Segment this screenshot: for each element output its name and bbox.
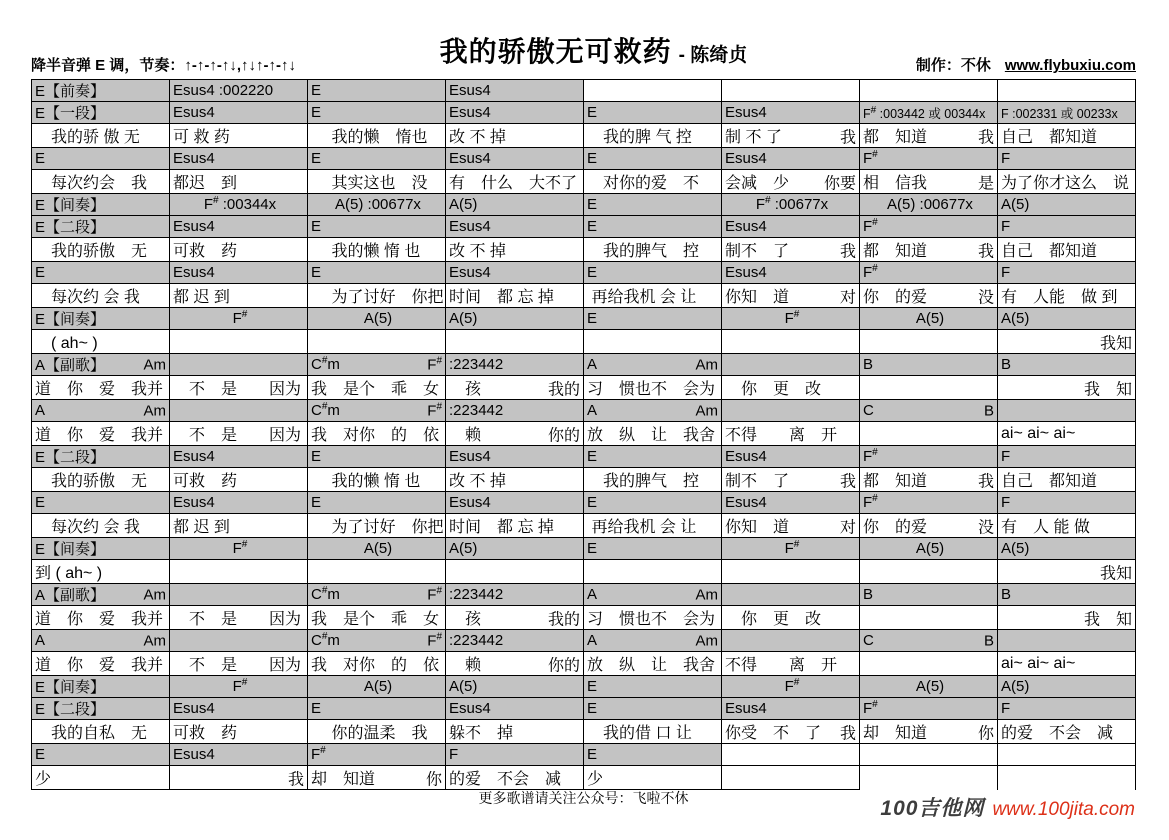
chord-cell: F# :00344x — [170, 194, 308, 216]
chord-cell: Esus4 — [170, 102, 308, 124]
lyric-cell: 却 知道 你 — [308, 766, 446, 790]
chord-cell: B — [998, 354, 1136, 376]
lyric-cell: 都迟 到 — [170, 170, 308, 194]
maker-credit: 制作：不休 — [915, 57, 991, 74]
lyric-cell: 自己 都知道 — [998, 124, 1136, 148]
chord-cell: F# :003442 或 00344x — [860, 102, 998, 124]
lyric-cell: 我的骄 傲 无 — [32, 124, 170, 148]
chord-cell: C B — [860, 630, 998, 652]
chord-cell: A(5) — [998, 538, 1136, 560]
lyric-cell: 孩 我的 — [446, 376, 584, 400]
chord-cell: A(5) — [860, 308, 998, 330]
chord-row — [32, 194, 1136, 216]
lyric-cell: 你受 不 了 我 — [722, 720, 860, 744]
chord-cell: Esus4 :002220 — [170, 80, 308, 102]
chord-row — [32, 262, 1136, 284]
lyric-cell — [860, 376, 998, 400]
chord-cell: A Am — [584, 400, 722, 422]
chord-cell: F# — [860, 148, 998, 170]
chord-cell: E — [584, 744, 722, 766]
chord-cell: F# — [722, 308, 860, 330]
chord-cell: :223442 — [446, 584, 584, 606]
lyric-cell: ai~ ai~ ai~ — [998, 652, 1136, 676]
chord-cell: E — [584, 492, 722, 514]
lyric-cell: 会减 少 你要 — [722, 170, 860, 194]
chord-row — [32, 102, 1136, 124]
lyric-cell: 少 — [32, 766, 170, 790]
lyric-row — [32, 606, 1136, 630]
chord-cell — [860, 744, 998, 766]
lyric-cell: 你知 道 对 — [722, 514, 860, 538]
lyric-cell: 每次约会 我 — [32, 170, 170, 194]
chord-cell: E【间奏】 — [32, 538, 170, 560]
lyric-cell: 道 你 爱 我并 — [32, 652, 170, 676]
lyric-cell: 可救 药 — [170, 720, 308, 744]
chord-cell: E【前奏】 — [32, 80, 170, 102]
lyric-cell: 每次约 会 我 — [32, 514, 170, 538]
footer-note: 更多歌谱请关注公众号：飞啦不休 — [478, 790, 689, 806]
title-line — [0, 12, 1169, 88]
chord-cell: E — [32, 262, 170, 284]
chord-cell: Esus4 — [170, 216, 308, 238]
chord-cell: E【间奏】 — [32, 194, 170, 216]
chord-cell: F# — [860, 698, 998, 720]
lyric-cell: 道 你 爱 我并 — [32, 606, 170, 630]
chord-row — [32, 698, 1136, 720]
lyric-cell: 我的脾 气 控 — [584, 124, 722, 148]
chord-cell: A(5) — [998, 676, 1136, 698]
chord-cell: E — [308, 148, 446, 170]
chord-cell: C#m F# — [308, 400, 446, 422]
lyric-cell: 的爱 不会 减 — [446, 766, 584, 790]
lyric-cell: 你的温柔 我 — [308, 720, 446, 744]
chord-cell — [722, 80, 860, 102]
chord-row — [32, 80, 1136, 102]
lyric-cell: 我知 — [998, 560, 1136, 584]
chord-cell: Esus4 — [170, 698, 308, 720]
lyric-cell: 你 更 改 — [722, 606, 860, 630]
lyric-cell — [170, 560, 308, 584]
chord-cell: F — [998, 446, 1136, 468]
chord-cell: Esus4 — [170, 446, 308, 468]
lyric-cell: 改 不 掉 — [446, 124, 584, 148]
lyric-cell: 制不 了 我 — [722, 238, 860, 262]
lyric-cell: 我 知 — [998, 376, 1136, 400]
chord-cell: E — [32, 148, 170, 170]
chord-cell: E【二段】 — [32, 216, 170, 238]
chord-cell: Esus4 — [446, 446, 584, 468]
chord-cell: F# — [170, 538, 308, 560]
chord-cell: Esus4 — [446, 80, 584, 102]
chord-row — [32, 148, 1136, 170]
lyric-cell: 再给我机 会 让 — [584, 514, 722, 538]
lyric-cell: ( ah~ ) — [32, 330, 170, 354]
lyric-cell: 自己 都知道 — [998, 468, 1136, 492]
lyric-cell: 习 惯也不 会为 — [584, 606, 722, 630]
lyric-cell: 赖 你的 — [446, 652, 584, 676]
chord-cell: Esus4 — [446, 492, 584, 514]
chord-cell: F :002331 或 00233x — [998, 102, 1136, 124]
chord-cell: C#m F# — [308, 584, 446, 606]
chord-cell: Esus4 — [722, 262, 860, 284]
lyric-cell: 你 的爱 没 — [860, 284, 998, 308]
lyric-cell: 我的自私 无 — [32, 720, 170, 744]
chord-cell: A(5) — [446, 538, 584, 560]
maker-url[interactable]: www.flybuxiu.com — [1004, 57, 1136, 74]
lyric-row — [32, 652, 1136, 676]
lyric-cell: 自己 都知道 — [998, 238, 1136, 262]
lyric-cell: 我的懒 惰也 — [308, 124, 446, 148]
lyric-cell: 时间 都 忘 掉 — [446, 284, 584, 308]
chord-cell — [998, 400, 1136, 422]
lyric-cell — [584, 560, 722, 584]
chord-cell: F — [998, 262, 1136, 284]
chord-cell: F# — [722, 676, 860, 698]
chord-cell: Esus4 — [446, 102, 584, 124]
chord-cell — [170, 400, 308, 422]
chord-cell — [722, 354, 860, 376]
chord-cell: A(5) — [308, 538, 446, 560]
chord-cell: E — [584, 538, 722, 560]
lyric-row — [32, 124, 1136, 148]
chord-cell: B — [860, 354, 998, 376]
lyric-cell: 不 是 因为 — [170, 652, 308, 676]
chord-cell: Esus4 — [170, 148, 308, 170]
chord-cell: E — [308, 698, 446, 720]
lyric-cell — [860, 606, 998, 630]
lyric-cell: 我的骄傲 无 — [32, 468, 170, 492]
chord-cell: Esus4 — [170, 262, 308, 284]
chord-row — [32, 308, 1136, 330]
lyric-cell: 躲不 掉 — [446, 720, 584, 744]
lyric-cell: 我的懒 惰 也 — [308, 468, 446, 492]
lyric-cell: 不 是 因为 — [170, 606, 308, 630]
chord-row — [32, 538, 1136, 560]
chord-cell: A Am — [584, 354, 722, 376]
chord-cell: Esus4 — [722, 446, 860, 468]
chord-cell: :223442 — [446, 630, 584, 652]
lyric-cell: 少 — [584, 766, 722, 790]
chord-cell: A(5) — [998, 308, 1136, 330]
lyric-cell — [860, 652, 998, 676]
chord-cell: A Am — [584, 630, 722, 652]
lyric-cell: 你 的爱 没 — [860, 514, 998, 538]
lyric-cell — [722, 330, 860, 354]
chord-cell: E — [32, 492, 170, 514]
maker-credit-line — [916, 54, 1136, 75]
lyric-cell: 却 知道 你 — [860, 720, 998, 744]
site-url[interactable]: www.100jita.com — [992, 799, 1135, 820]
lyric-row — [32, 330, 1136, 354]
chord-cell: B — [860, 584, 998, 606]
chord-cell: F — [998, 216, 1136, 238]
lyric-cell: 我 是个 乖 女 — [308, 376, 446, 400]
chord-cell — [722, 584, 860, 606]
chord-cell: F — [998, 698, 1136, 720]
chord-cell: A(5) — [446, 308, 584, 330]
lyric-cell: 为了你才这么 说 — [998, 170, 1136, 194]
chord-cell: A(5) :00677x — [308, 194, 446, 216]
lyric-cell — [722, 560, 860, 584]
chord-cell: A(5) — [446, 676, 584, 698]
chord-cell: B — [998, 584, 1136, 606]
chord-row — [32, 446, 1136, 468]
lyric-cell: 有 人能 做 到 — [998, 284, 1136, 308]
chord-cell: E — [584, 308, 722, 330]
chord-cell: E【二段】 — [32, 698, 170, 720]
lyric-cell — [308, 330, 446, 354]
chord-cell: Esus4 — [446, 698, 584, 720]
chord-cell: :223442 — [446, 400, 584, 422]
chord-cell: A(5) :00677x — [860, 194, 998, 216]
lyric-cell: 有 人 能 做 — [998, 514, 1136, 538]
chord-row — [32, 584, 1136, 606]
chord-cell: E【二段】 — [32, 446, 170, 468]
chord-row — [32, 216, 1136, 238]
lyric-cell: 为了讨好 你把 — [308, 284, 446, 308]
chord-cell: A(5) — [446, 194, 584, 216]
chord-cell: E — [584, 676, 722, 698]
chord-cell: Esus4 — [446, 262, 584, 284]
lyric-cell: 你 更 改 — [722, 376, 860, 400]
chord-cell: A【副歌】 Am — [32, 584, 170, 606]
lyric-cell: 时间 都 忘 掉 — [446, 514, 584, 538]
chord-cell: :223442 — [446, 354, 584, 376]
lyric-cell: 可救 药 — [170, 468, 308, 492]
chord-cell: E — [584, 446, 722, 468]
chord-cell: E — [584, 216, 722, 238]
lyric-cell: 我 对你 的 依 — [308, 652, 446, 676]
chord-row — [32, 630, 1136, 652]
chord-cell: A(5) — [308, 676, 446, 698]
chord-cell: Esus4 — [722, 102, 860, 124]
chord-cell: F# — [860, 262, 998, 284]
lyric-cell: 都 迟 到 — [170, 514, 308, 538]
chord-row — [32, 400, 1136, 422]
lyric-cell: 制不 了 我 — [722, 468, 860, 492]
lyric-cell: 我的脾气 控 — [584, 238, 722, 262]
chord-cell: E — [584, 194, 722, 216]
chord-cell — [998, 630, 1136, 652]
lyric-row — [32, 238, 1136, 262]
chord-cell — [722, 744, 860, 766]
chord-cell — [170, 630, 308, 652]
chord-cell: A(5) — [860, 538, 998, 560]
chord-cell: F# — [170, 676, 308, 698]
chord-sheet-table — [31, 79, 1136, 790]
site-mark — [863, 774, 1135, 840]
lyric-cell: 我 — [170, 766, 308, 790]
lyric-row — [32, 514, 1136, 538]
lyric-cell: 都 知道 我 — [860, 468, 998, 492]
chord-cell: Esus4 — [722, 148, 860, 170]
chord-cell: F# — [170, 308, 308, 330]
chord-cell: E【间奏】 — [32, 308, 170, 330]
lyric-cell: 再给我机 会 让 — [584, 284, 722, 308]
chord-cell: E — [308, 492, 446, 514]
lyric-cell: 放 纵 让 我舍 — [584, 422, 722, 446]
lyric-cell: 对你的爱 不 — [584, 170, 722, 194]
artist-name: - 陈绮贞 — [678, 45, 748, 66]
lyric-row — [32, 468, 1136, 492]
lyric-cell: 道 你 爱 我并 — [32, 376, 170, 400]
chord-cell: Esus4 — [170, 744, 308, 766]
chord-cell: Esus4 — [722, 698, 860, 720]
lyric-cell: 每次约 会 我 — [32, 284, 170, 308]
chord-cell: F# — [308, 744, 446, 766]
chord-cell: E — [308, 216, 446, 238]
lyric-cell — [860, 560, 998, 584]
lyric-cell — [860, 330, 998, 354]
chord-cell: Esus4 — [170, 492, 308, 514]
lyric-row — [32, 560, 1136, 584]
chord-cell: E — [308, 102, 446, 124]
chord-cell: A(5) — [308, 308, 446, 330]
chord-cell: Esus4 — [722, 216, 860, 238]
chord-cell: E — [584, 148, 722, 170]
chord-cell: A【副歌】 Am — [32, 354, 170, 376]
song-title: 我的骄傲无可救药 — [439, 36, 672, 67]
chord-cell: E — [308, 446, 446, 468]
chord-cell: F# — [722, 538, 860, 560]
chord-cell — [998, 744, 1136, 766]
lyric-cell: 孩 我的 — [446, 606, 584, 630]
chord-cell: E — [584, 102, 722, 124]
lyric-cell — [446, 330, 584, 354]
lyric-cell: 我 是个 乖 女 — [308, 606, 446, 630]
chord-cell: E — [584, 262, 722, 284]
lyric-cell: 到 ( ah~ ) — [32, 560, 170, 584]
lyric-cell: 都 知道 我 — [860, 238, 998, 262]
lyric-cell: 我 知 — [998, 606, 1136, 630]
lyric-cell: 放 纵 让 我舍 — [584, 652, 722, 676]
chord-cell: C#m F# — [308, 354, 446, 376]
lyric-cell: 的爱 不会 减 — [998, 720, 1136, 744]
chord-cell: E — [308, 80, 446, 102]
lyric-cell: 都 迟 到 — [170, 284, 308, 308]
lyric-cell: 可救 药 — [170, 238, 308, 262]
lyric-cell: 不得 离 开 — [722, 652, 860, 676]
chord-cell: Esus4 — [722, 492, 860, 514]
chord-cell — [584, 80, 722, 102]
chord-cell: F — [446, 744, 584, 766]
lyric-cell: 我知 — [998, 330, 1136, 354]
chord-cell: A Am — [584, 584, 722, 606]
lyric-cell: 习 惯也不 会为 — [584, 376, 722, 400]
site-logo: 100吉他网 — [880, 797, 985, 820]
lyric-cell — [584, 330, 722, 354]
chord-cell: A Am — [32, 630, 170, 652]
chord-cell: F — [998, 492, 1136, 514]
lyric-cell — [170, 330, 308, 354]
lyric-cell: 我的骄傲 无 — [32, 238, 170, 262]
chord-cell: F# — [860, 216, 998, 238]
meta-line — [31, 54, 1136, 75]
chord-cell — [170, 584, 308, 606]
lyric-row — [32, 170, 1136, 194]
chord-cell: A Am — [32, 400, 170, 422]
lyric-cell — [446, 560, 584, 584]
chord-cell: E【间奏】 — [32, 676, 170, 698]
lyric-cell: 不得 离 开 — [722, 422, 860, 446]
chord-cell: Esus4 — [446, 148, 584, 170]
lyric-cell: 为了讨好 你把 — [308, 514, 446, 538]
lyric-cell: 改 不 掉 — [446, 468, 584, 492]
lyric-cell: 不 是 因为 — [170, 422, 308, 446]
lyric-row — [32, 284, 1136, 308]
lyric-cell: ai~ ai~ ai~ — [998, 422, 1136, 446]
chord-cell: F# — [860, 446, 998, 468]
chord-cell — [998, 80, 1136, 102]
lyric-cell — [308, 560, 446, 584]
chord-row — [32, 676, 1136, 698]
chord-cell — [860, 80, 998, 102]
lyric-cell: 相 信我 是 — [860, 170, 998, 194]
lyric-cell: 我的脾气 控 — [584, 468, 722, 492]
chord-cell — [170, 354, 308, 376]
lyric-cell: 我的借 口 让 — [584, 720, 722, 744]
lyric-cell: 其实这也 没 — [308, 170, 446, 194]
lyric-cell: 改 不 掉 — [446, 238, 584, 262]
chord-row — [32, 744, 1136, 766]
chord-cell: F# — [860, 492, 998, 514]
chord-cell — [722, 400, 860, 422]
chord-cell: E — [32, 744, 170, 766]
lyric-row — [32, 376, 1136, 400]
chord-row — [32, 492, 1136, 514]
chord-cell: Esus4 — [446, 216, 584, 238]
chord-cell: E — [584, 698, 722, 720]
lyric-cell — [860, 422, 998, 446]
lyric-cell: 我 对你 的 依 — [308, 422, 446, 446]
lyric-cell — [722, 766, 860, 790]
chord-cell — [722, 630, 860, 652]
lyric-cell: 都 知道 我 — [860, 124, 998, 148]
chord-row — [32, 354, 1136, 376]
lyric-cell: 制 不 了 我 — [722, 124, 860, 148]
chord-cell: E【一段】 — [32, 102, 170, 124]
chord-cell: A(5) — [998, 194, 1136, 216]
lyric-row — [32, 422, 1136, 446]
lyric-cell: 你知 道 对 — [722, 284, 860, 308]
lyric-cell: 我的懒 惰 也 — [308, 238, 446, 262]
tuning-rhythm-note: 降半音弹 E 调，节奏：↑-↑-↑-↑↓,↑↓↑-↑-↑↓ — [31, 57, 296, 74]
chord-cell: E — [308, 262, 446, 284]
lyric-cell: 有 什么 大不了 — [446, 170, 584, 194]
lyric-cell: 不 是 因为 — [170, 376, 308, 400]
chord-cell: A(5) — [860, 676, 998, 698]
chord-cell: F# :00677x — [722, 194, 860, 216]
lyric-cell: 可 救 药 — [170, 124, 308, 148]
lyric-row — [32, 720, 1136, 744]
lyric-cell: 道 你 爱 我并 — [32, 422, 170, 446]
chord-cell: C#m F# — [308, 630, 446, 652]
chord-cell: F — [998, 148, 1136, 170]
chord-cell: C B — [860, 400, 998, 422]
lyric-cell: 赖 你的 — [446, 422, 584, 446]
